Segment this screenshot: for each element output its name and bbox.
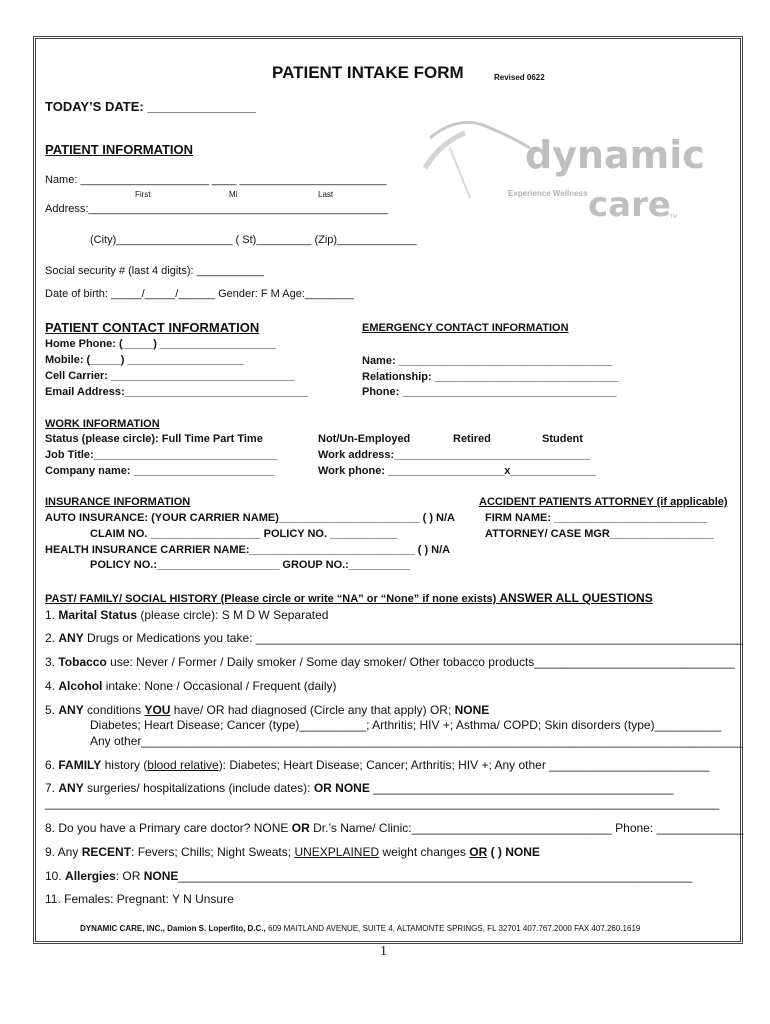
q5-conditions-list[interactable]: Diabetes; Heart Disease; Cancer (type)__________; Arthritis; HIV +; Asthma/ COPD; Skin disorders (type)__________ [90, 718, 722, 732]
svg-text:Experience Wellness: Experience Wellness [508, 189, 588, 198]
work-status-field[interactable]: Status (please circle): Full Time Part Time [45, 433, 263, 445]
cell-carrier-field[interactable]: Cell Carrier: ______________________________ [45, 370, 295, 382]
q2-drugs[interactable]: 2. ANY Drugs or Medications you take: _________________________________________________________________________ [45, 631, 743, 645]
svg-text:TM: TM [670, 214, 678, 220]
q5-other[interactable]: Any other__________________________________________________________________________________________ [90, 734, 743, 748]
q1-marital-status[interactable]: 1. Marital Status (please circle): S M D W Separated [45, 608, 329, 622]
emergency-name-field[interactable]: Name: ___________________________________ [362, 355, 613, 367]
q7-surgeries-line[interactable]: _____________________________________________________________________________________________________ [45, 796, 720, 810]
insurance-heading: INSURANCE INFORMATION [45, 496, 191, 508]
patient-info-heading: PATIENT INFORMATION [45, 142, 194, 157]
job-title-field[interactable]: Job Title:______________________________ [45, 449, 278, 461]
q8-primary-doctor[interactable]: 8. Do you have a Primary care doctor? NONE OR Dr.’s Name/ Clinic:______________________________ Phone: _____________ [45, 821, 744, 835]
revision-label: Revised 0622 [494, 73, 545, 82]
status-unemployed[interactable]: Not/Un-Employed [318, 433, 411, 445]
policy-group-field[interactable]: POLICY NO.:____________________ GROUP NO.:__________ [90, 559, 411, 571]
status-retired[interactable]: Retired [453, 433, 491, 445]
case-manager-field[interactable]: ATTORNEY/ CASE MGR_________________ [485, 528, 714, 540]
ssn-field[interactable]: Social security # (last 4 digits): ___________ [45, 265, 264, 277]
company-name-field[interactable]: Company name: _______________________ [45, 465, 275, 477]
firm-name-field[interactable]: FIRM NAME: _________________________ [485, 512, 707, 524]
emergency-phone-field[interactable]: Phone: ___________________________________ [362, 386, 617, 398]
emergency-heading: EMERGENCY CONTACT INFORMATION [362, 322, 569, 334]
work-heading: WORK INFORMATION [45, 418, 160, 430]
home-phone-field[interactable]: Home Phone: (_____) ___________________ [45, 338, 277, 350]
q10-allergies[interactable]: 10. Allergies: OR NONE_____________________________________________________________________________ [45, 869, 693, 883]
svg-text:care: care [588, 185, 671, 225]
todays-date-field[interactable]: TODAY’S DATE: _______________ [45, 99, 256, 114]
mi-caption: Mi [229, 190, 238, 199]
dynamic-care-logo [420, 108, 710, 228]
name-field[interactable]: Name: _____________________ ____ ________________________ [45, 174, 387, 186]
q4-alcohol[interactable]: 4. Alcohol intake: None / Occasional / Frequent (daily) [45, 679, 337, 693]
q6-family-history[interactable]: 6. FAMILY history (blood relative): Diabetes; Heart Disease; Cancer; Arthritis; HIV +; Any other ________________________ [45, 758, 710, 772]
dob-gender-age-field[interactable]: Date of birth: _____/_____/______ Gender: F M Age:________ [45, 288, 354, 300]
last-name-caption: Last [318, 190, 334, 199]
attorney-heading: ACCIDENT PATIENTS ATTORNEY (if applicable) [479, 496, 728, 508]
q5-conditions[interactable]: 5. ANY conditions YOU have/ OR had diagnosed (Circle any that apply) OR; NONE [45, 703, 490, 717]
address-field[interactable]: Address:_________________________________________________ [45, 203, 389, 215]
footer-address: DYNAMIC CARE, INC., Damion S. Loperfito, D.C., 609 MAITLAND AVENUE, SUITE 4, ALTAMONTE SPRINGS, FL 32701 407.767.2000 FAX 407.260.1619 [80, 924, 641, 933]
status-student[interactable]: Student [542, 433, 583, 445]
work-phone-field[interactable]: Work phone: ___________________x______________ [318, 465, 597, 477]
q9-recent-symptoms[interactable]: 9. Any RECENT: Fevers; Chills; Night Sweats; UNEXPLAINED weight changes OR ( ) NONE [45, 845, 540, 859]
contact-heading: PATIENT CONTACT INFORMATION [45, 320, 260, 335]
page-number: 1 [380, 944, 387, 959]
claim-policy-field[interactable]: CLAIM NO. __________________ POLICY NO. ___________ [90, 528, 398, 540]
mobile-field[interactable]: Mobile: (_____) ___________________ [45, 354, 244, 366]
form-title: PATIENT INTAKE FORM [272, 63, 464, 82]
city-state-zip-field[interactable]: (City)___________________ ( St)_________ (Zip)_____________ [90, 234, 417, 246]
email-field[interactable]: Email Address:______________________________ [45, 386, 309, 398]
q11-pregnancy[interactable]: 11. Females: Pregnant: Y N Unsure [45, 892, 234, 906]
q3-tobacco[interactable]: 3. Tobacco use: Never / Former / Daily smoker / Some day smoker/ Other tobacco products______________________________ [45, 655, 735, 669]
health-insurance-field[interactable]: HEALTH INSURANCE CARRIER NAME:___________________________ ( ) N/A [45, 544, 451, 556]
auto-insurance-field[interactable]: AUTO INSURANCE: (YOUR CARRIER NAME)_______________________ ( ) N/A [45, 512, 455, 524]
history-heading: PAST/ FAMILY/ SOCIAL HISTORY (Please circle or write “NA” or “None” if none exists) ANSWER ALL QUESTIONS [45, 591, 653, 605]
q7-surgeries[interactable]: 7. ANY surgeries/ hospitalizations (include dates): OR NONE _____________________________________________ [45, 781, 674, 795]
emergency-relationship-field[interactable]: Relationship: ______________________________ [362, 371, 619, 383]
svg-text:dynamic: dynamic [525, 133, 705, 177]
first-name-caption: First [135, 190, 151, 199]
work-address-field[interactable]: Work address:________________________________ [318, 449, 590, 461]
